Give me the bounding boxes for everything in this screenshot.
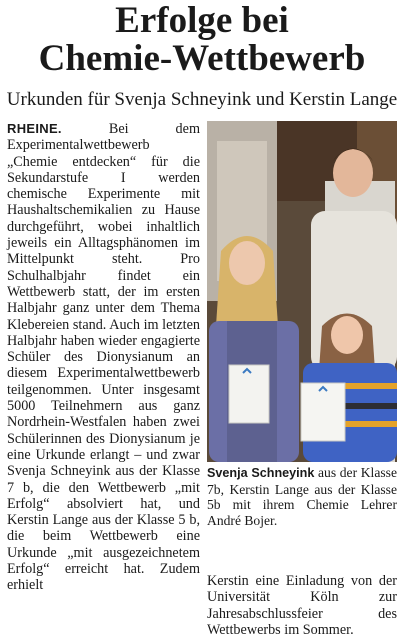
article-photo (207, 121, 397, 462)
article-body-text-left: Bei dem Experimentalwettbewerb „Chemie entdecken“ für die Sekundarstufe I werden chemische Experimente mit Haushaltschemikalien zu Hause durchgeführt, wobei inhaltlich jeweils ein Alltagsphänomen im Mittelpunkt steht. Pro Schulhalbjahr findet ein Wettbewerb statt, der im ersten Halbjahr ganz unter dem Thema Klebereien stand. Auch im letzten Halbjahr haben wieder engagierte Schüler des Dionysianum an diesem Experimentalwettbewerb teilgenommen. Unter insgesamt 5000 Teilnehmern aus ganz Nordrhein-Westfalen haben zwei Schülerinnen des Dionysianum je eine Urkunde erlangt – und zwar Svenja Schneyink aus der Klasse 7 b, die den Wettbewerb „mit Erfolg“ absolviert hat, und Kerstin Lange aus der Klasse 5 b, die beim Wettbewerb eine Urkunde „mit ausgezeichnetem Erfolg“ erreicht hat. Zudem erhielt (7, 121, 200, 594)
article-body-left-column (7, 121, 200, 594)
dateline: RHEINE. (7, 121, 62, 136)
subheadline: Urkunden für Svenja Schneyink und Kerstin Lange (6, 89, 398, 110)
photo-illustration (207, 121, 397, 462)
photo-caption (207, 465, 397, 528)
caption-text: aus der Klasse 7b, Kerstin Lange aus der Klasse 5b mit ihrem Chemie Lehrer André Bojer. (207, 465, 397, 528)
caption-name: Svenja Schneyink (207, 466, 315, 480)
headline-line-2: Chemie-Wettbewerb (38, 38, 366, 79)
headline (0, 2, 404, 78)
headline-line-1: Erfolge bei (115, 0, 289, 41)
article-body-right-column: Kerstin eine Einladung von der Universität Köln zur Jahresabschlussfeier des Wettbewerbs im Sommer. (207, 573, 397, 638)
